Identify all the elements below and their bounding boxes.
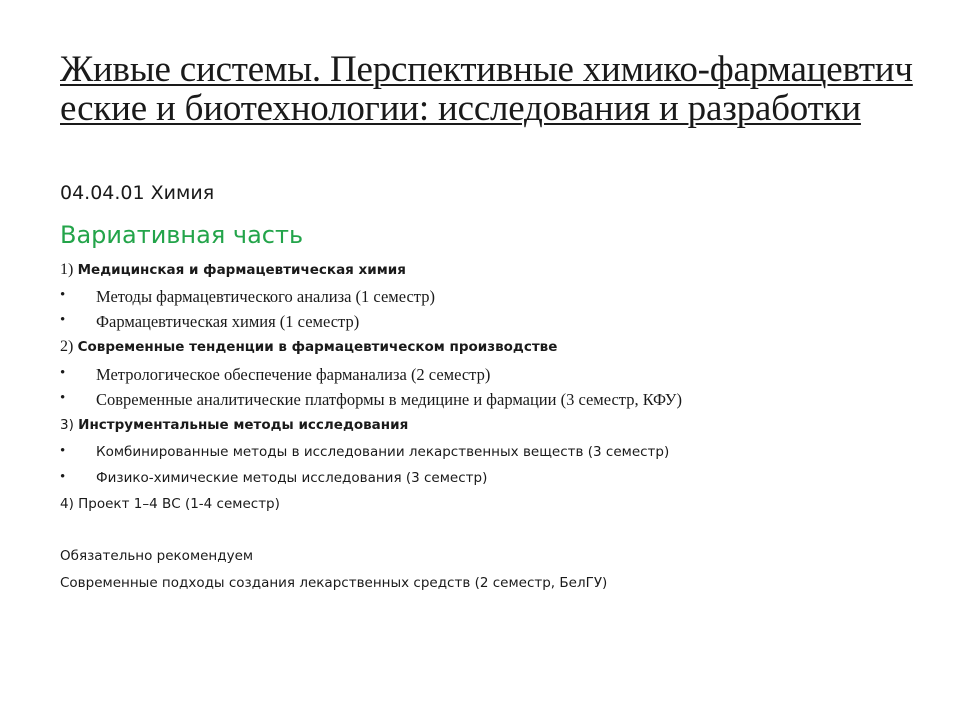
group-2-heading xyxy=(60,338,557,356)
group-2-number: 2) xyxy=(60,338,74,355)
bullet-icon: • xyxy=(60,443,66,459)
group-3-number: 3) xyxy=(60,417,74,433)
section-heading: Вариативная часть xyxy=(60,221,304,249)
slide-title: Живые системы. Перспективные химико-фармацевтические и биотехнологии: исследования и разработки xyxy=(60,49,913,129)
list-item-text: Фармацевтическая химия (1 семестр) xyxy=(96,312,360,331)
list-item-text: Физико-химические методы исследования (3 семестр) xyxy=(96,470,488,486)
group-1-heading xyxy=(60,261,406,279)
group-3-heading xyxy=(60,417,408,433)
bullet-icon: • xyxy=(60,287,66,303)
group-1-title: Медицинская и фармацевтическая химия xyxy=(77,262,406,278)
recommended-heading: Обязательно рекомендуем xyxy=(60,548,254,564)
recommended-item: Современные подходы создания лекарственных средств (2 семестр, БелГУ) xyxy=(60,575,608,591)
group-1-number: 1) xyxy=(60,261,74,278)
list-item-text: Комбинированные методы в исследовании лекарственных веществ (3 семестр) xyxy=(96,444,670,460)
bullet-icon: • xyxy=(60,390,66,406)
list-item-text: Методы фармацевтического анализа (1 семестр) xyxy=(96,287,435,306)
group-3-title: Инструментальные методы исследования xyxy=(78,417,409,433)
list-item-text: Метрологическое обеспечение фарманализа (2 семестр) xyxy=(96,365,491,384)
list-item-text: Современные аналитические платформы в медицине и фармации (3 семестр, КФУ) xyxy=(96,390,682,409)
group-2-title: Современные тенденции в фармацевтическом производстве xyxy=(77,339,558,355)
bullet-icon: • xyxy=(60,469,66,485)
project-line: 4) Проект 1–4 ВС (1-4 семестр) xyxy=(60,496,280,512)
program-code: 04.04.01 Химия xyxy=(60,182,215,204)
bullet-icon: • xyxy=(60,312,66,328)
bullet-icon: • xyxy=(60,365,66,381)
